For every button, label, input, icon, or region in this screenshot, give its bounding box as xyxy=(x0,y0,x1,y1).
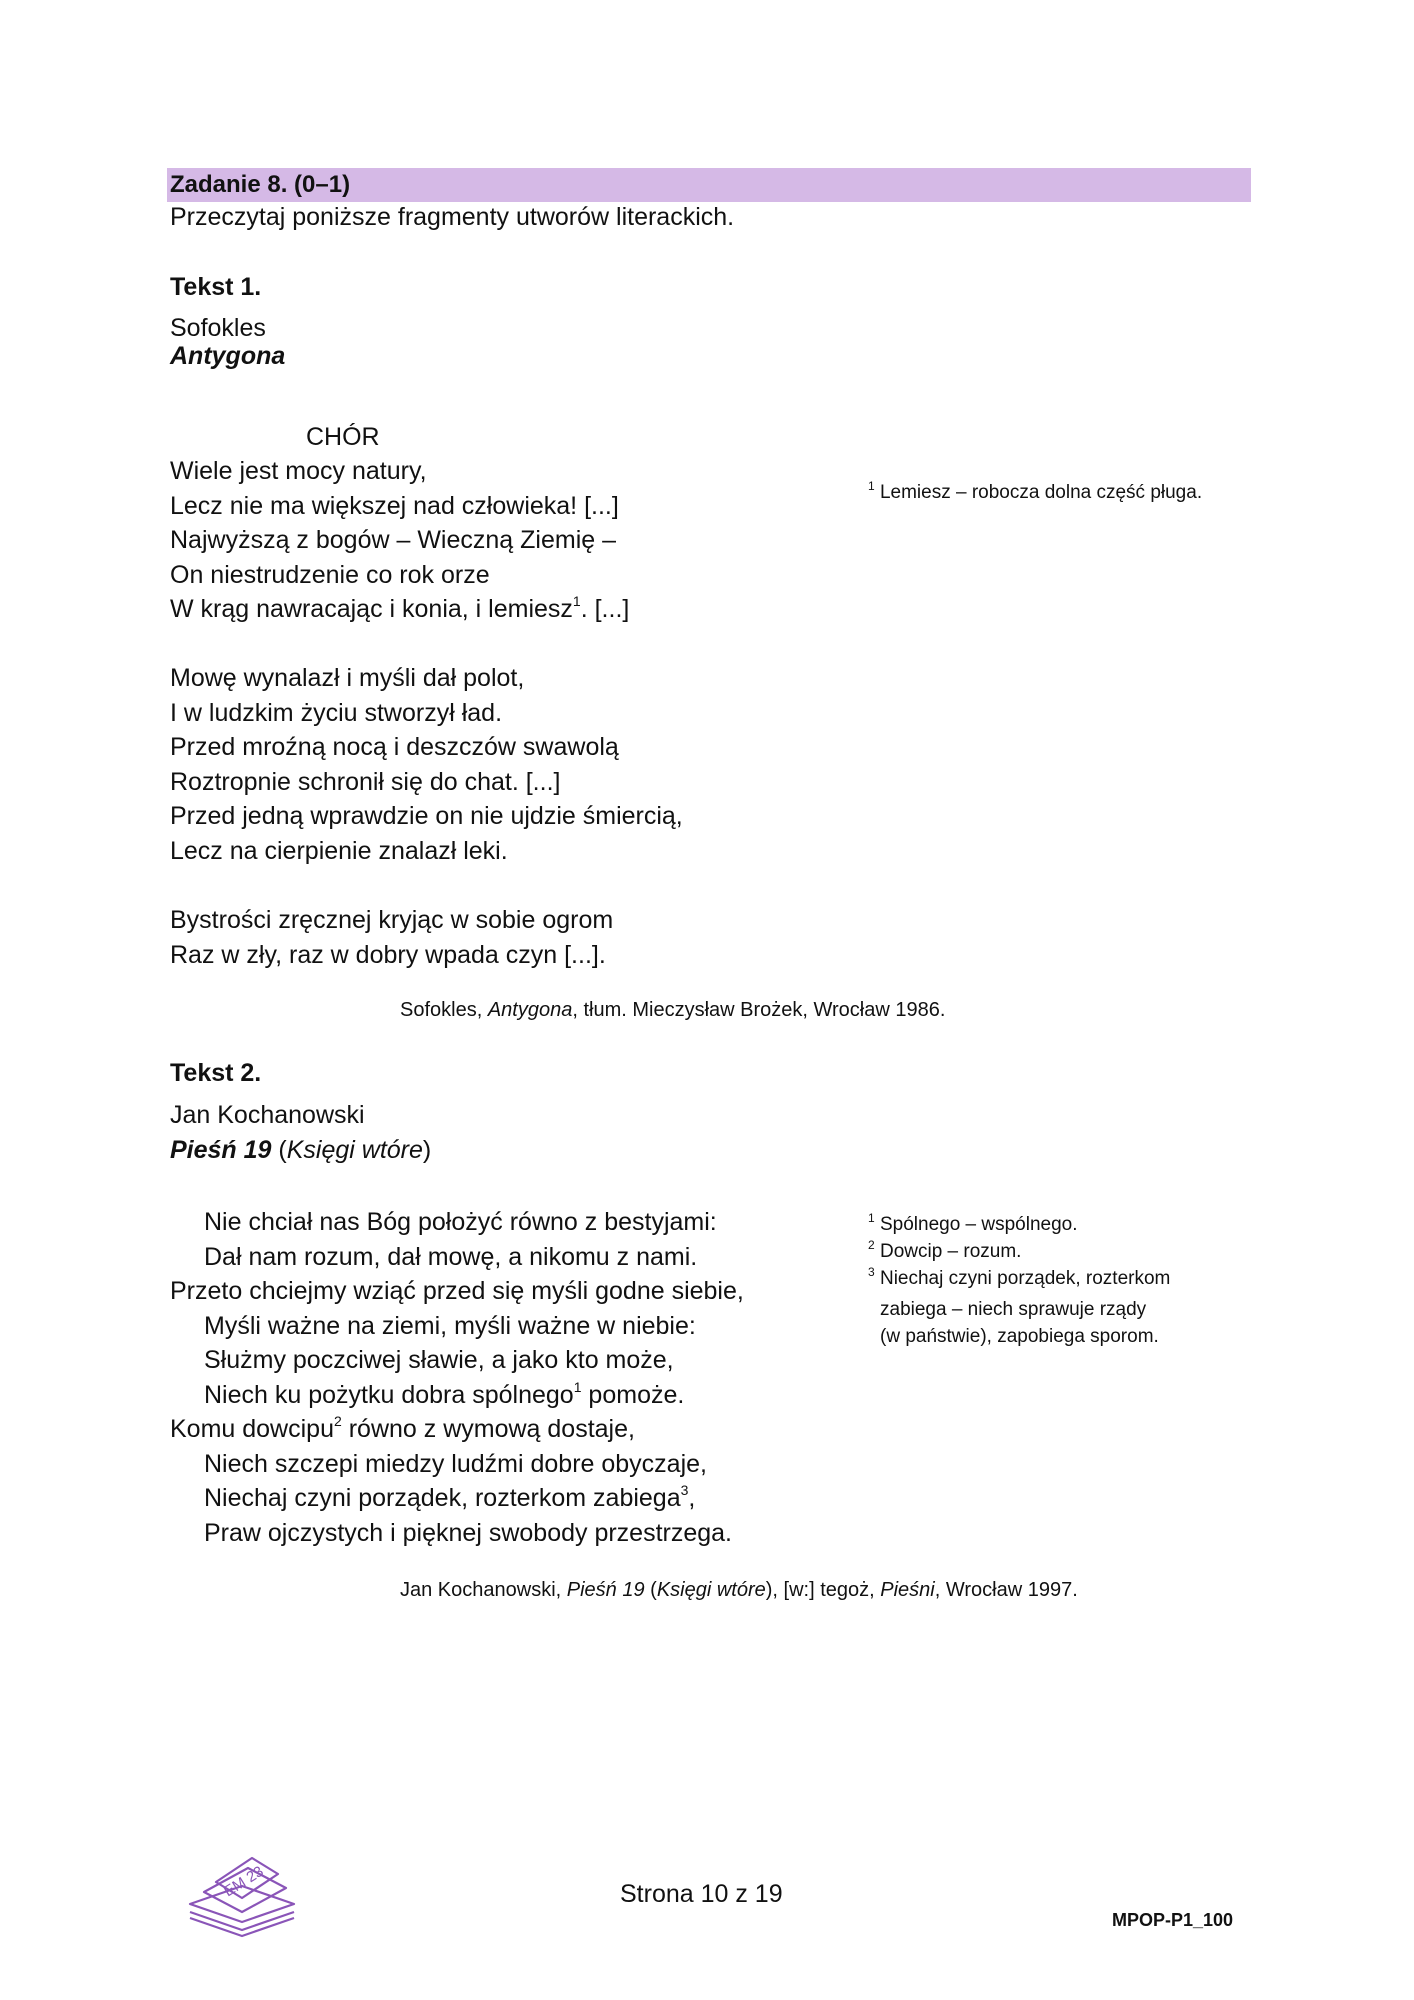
poem-line: W krąg nawracając i konia, i lemiesz$^1$. [...] xyxy=(170,593,630,623)
footnote-3-cont: (w państwie), zapobiega sporom. xyxy=(880,1326,1159,1347)
poem-line: Myśli ważne na ziemi, myśli ważne w niebie: xyxy=(204,1311,696,1340)
text2-footnotes xyxy=(868,1211,1170,1350)
footnote-3-cont: zabiega – niech sprawuje rządy xyxy=(880,1299,1147,1320)
poem-line: Najwyższą z bogów – Wieczną Ziemię – xyxy=(170,526,616,554)
poem-line: Niechaj czyni porządek, rozterkom zabiega$^3$, xyxy=(204,1482,696,1512)
text2-source: Jan Kochanowski, Pieśń 19 (Księgi wtóre), [w:] tegoż, Pieśni, Wrocław 1997. xyxy=(400,1579,1078,1601)
footnote-ref: 1 xyxy=(572,593,581,609)
text1-stanza-2 xyxy=(170,661,683,868)
poem-line: Lecz nie ma większej nad człowieka! [...] xyxy=(170,491,619,520)
text2-poem xyxy=(170,1205,744,1550)
footnote-ref: 2 xyxy=(333,1413,342,1429)
text1-stanza-1 xyxy=(170,454,629,627)
poem-line: Raz w zły, raz w dobry wpada czyn [...]. xyxy=(170,940,606,969)
text1-speaker: CHÓR xyxy=(306,423,380,451)
text1-source: Sofokles, Antygona, tłum. Mieczysław Brożek, Wrocław 1986. xyxy=(400,999,946,1021)
document-code: MPOP-P1_100 xyxy=(1112,1910,1234,1930)
text1-stanza-3 xyxy=(170,903,613,972)
poem-line: Praw ojczystych i pięknej swobody przestrzega. xyxy=(204,1518,733,1547)
poem-line: Służmy poczciwej sławie, a jako kto może, xyxy=(204,1346,674,1374)
text1-heading: Tekst 1. xyxy=(170,273,262,301)
poem-line: Przed mroźną nocą i deszczów swawolą xyxy=(170,733,619,761)
footnote-ref: 1 xyxy=(573,1378,582,1395)
text1-title: Antygona xyxy=(170,342,286,370)
em23-logo xyxy=(182,1852,302,1938)
logo-text: EM 23 xyxy=(220,1862,267,1901)
poem-line: Komu dowcipu$^2$ równo z wymową dostaje, xyxy=(170,1413,635,1443)
poem-line: Mowę wynalazł i myśli dał polot, xyxy=(170,664,525,692)
footnote-3: $^3$ Niechaj czyni porządek, rozterkom xyxy=(868,1265,1171,1289)
poem-line: I w ludzkim życiu stworzył ład. xyxy=(170,698,503,727)
text1-author: Sofokles xyxy=(170,314,266,342)
poem-line: Lecz na cierpienie znalazł leki. xyxy=(170,836,508,865)
text2-author: Jan Kochanowski xyxy=(170,1101,365,1129)
poem-line: Wiele jest mocy natury, xyxy=(170,457,427,485)
poem-line: Niech ku pożytku dobra spólnego$^1$ pomoże. xyxy=(204,1378,685,1409)
footnote-2: $^2$ Dowcip – rozum. xyxy=(868,1238,1022,1262)
poem-line: Bystrości zręcznej kryjąc w sobie ogrom xyxy=(170,906,614,934)
poem-line: Przed jedną wprawdzie on nie ujdzie śmiercią, xyxy=(170,802,683,830)
page-number: Strona 10 z 19 xyxy=(620,1880,783,1908)
text2-heading: Tekst 2. xyxy=(170,1059,262,1087)
task-instruction: Przeczytaj poniższe fragmenty utworów literackich. xyxy=(170,203,735,231)
poem-line: Niech szczepi miedzy ludźmi dobre obyczaje, xyxy=(204,1449,707,1478)
poem-line: Roztropnie schronił się do chat. [...] xyxy=(170,767,561,796)
poem-line: Przeto chciejmy wziąć przed się myśli godne siebie, xyxy=(170,1277,744,1305)
poem-line: Dał nam rozum, dał mowę, a nikomu z nami. xyxy=(204,1242,698,1271)
poem-line: Nie chciał nas Bóg położyć równo z bestyjami: xyxy=(204,1208,717,1236)
poem-line: On niestrudzenie co rok orze xyxy=(170,560,490,589)
task-title: Zadanie 8. (0–1) xyxy=(170,171,351,198)
text2-title: Pieśń 19 (Księgi wtóre) xyxy=(170,1136,432,1164)
footnote-1: $^1$ Spólnego – wspólnego. xyxy=(868,1211,1078,1235)
footnote-ref: 3 xyxy=(680,1482,689,1498)
text1-footnote: $^1$ Lemiesz – robocza dolna część pługa. xyxy=(868,479,1203,503)
